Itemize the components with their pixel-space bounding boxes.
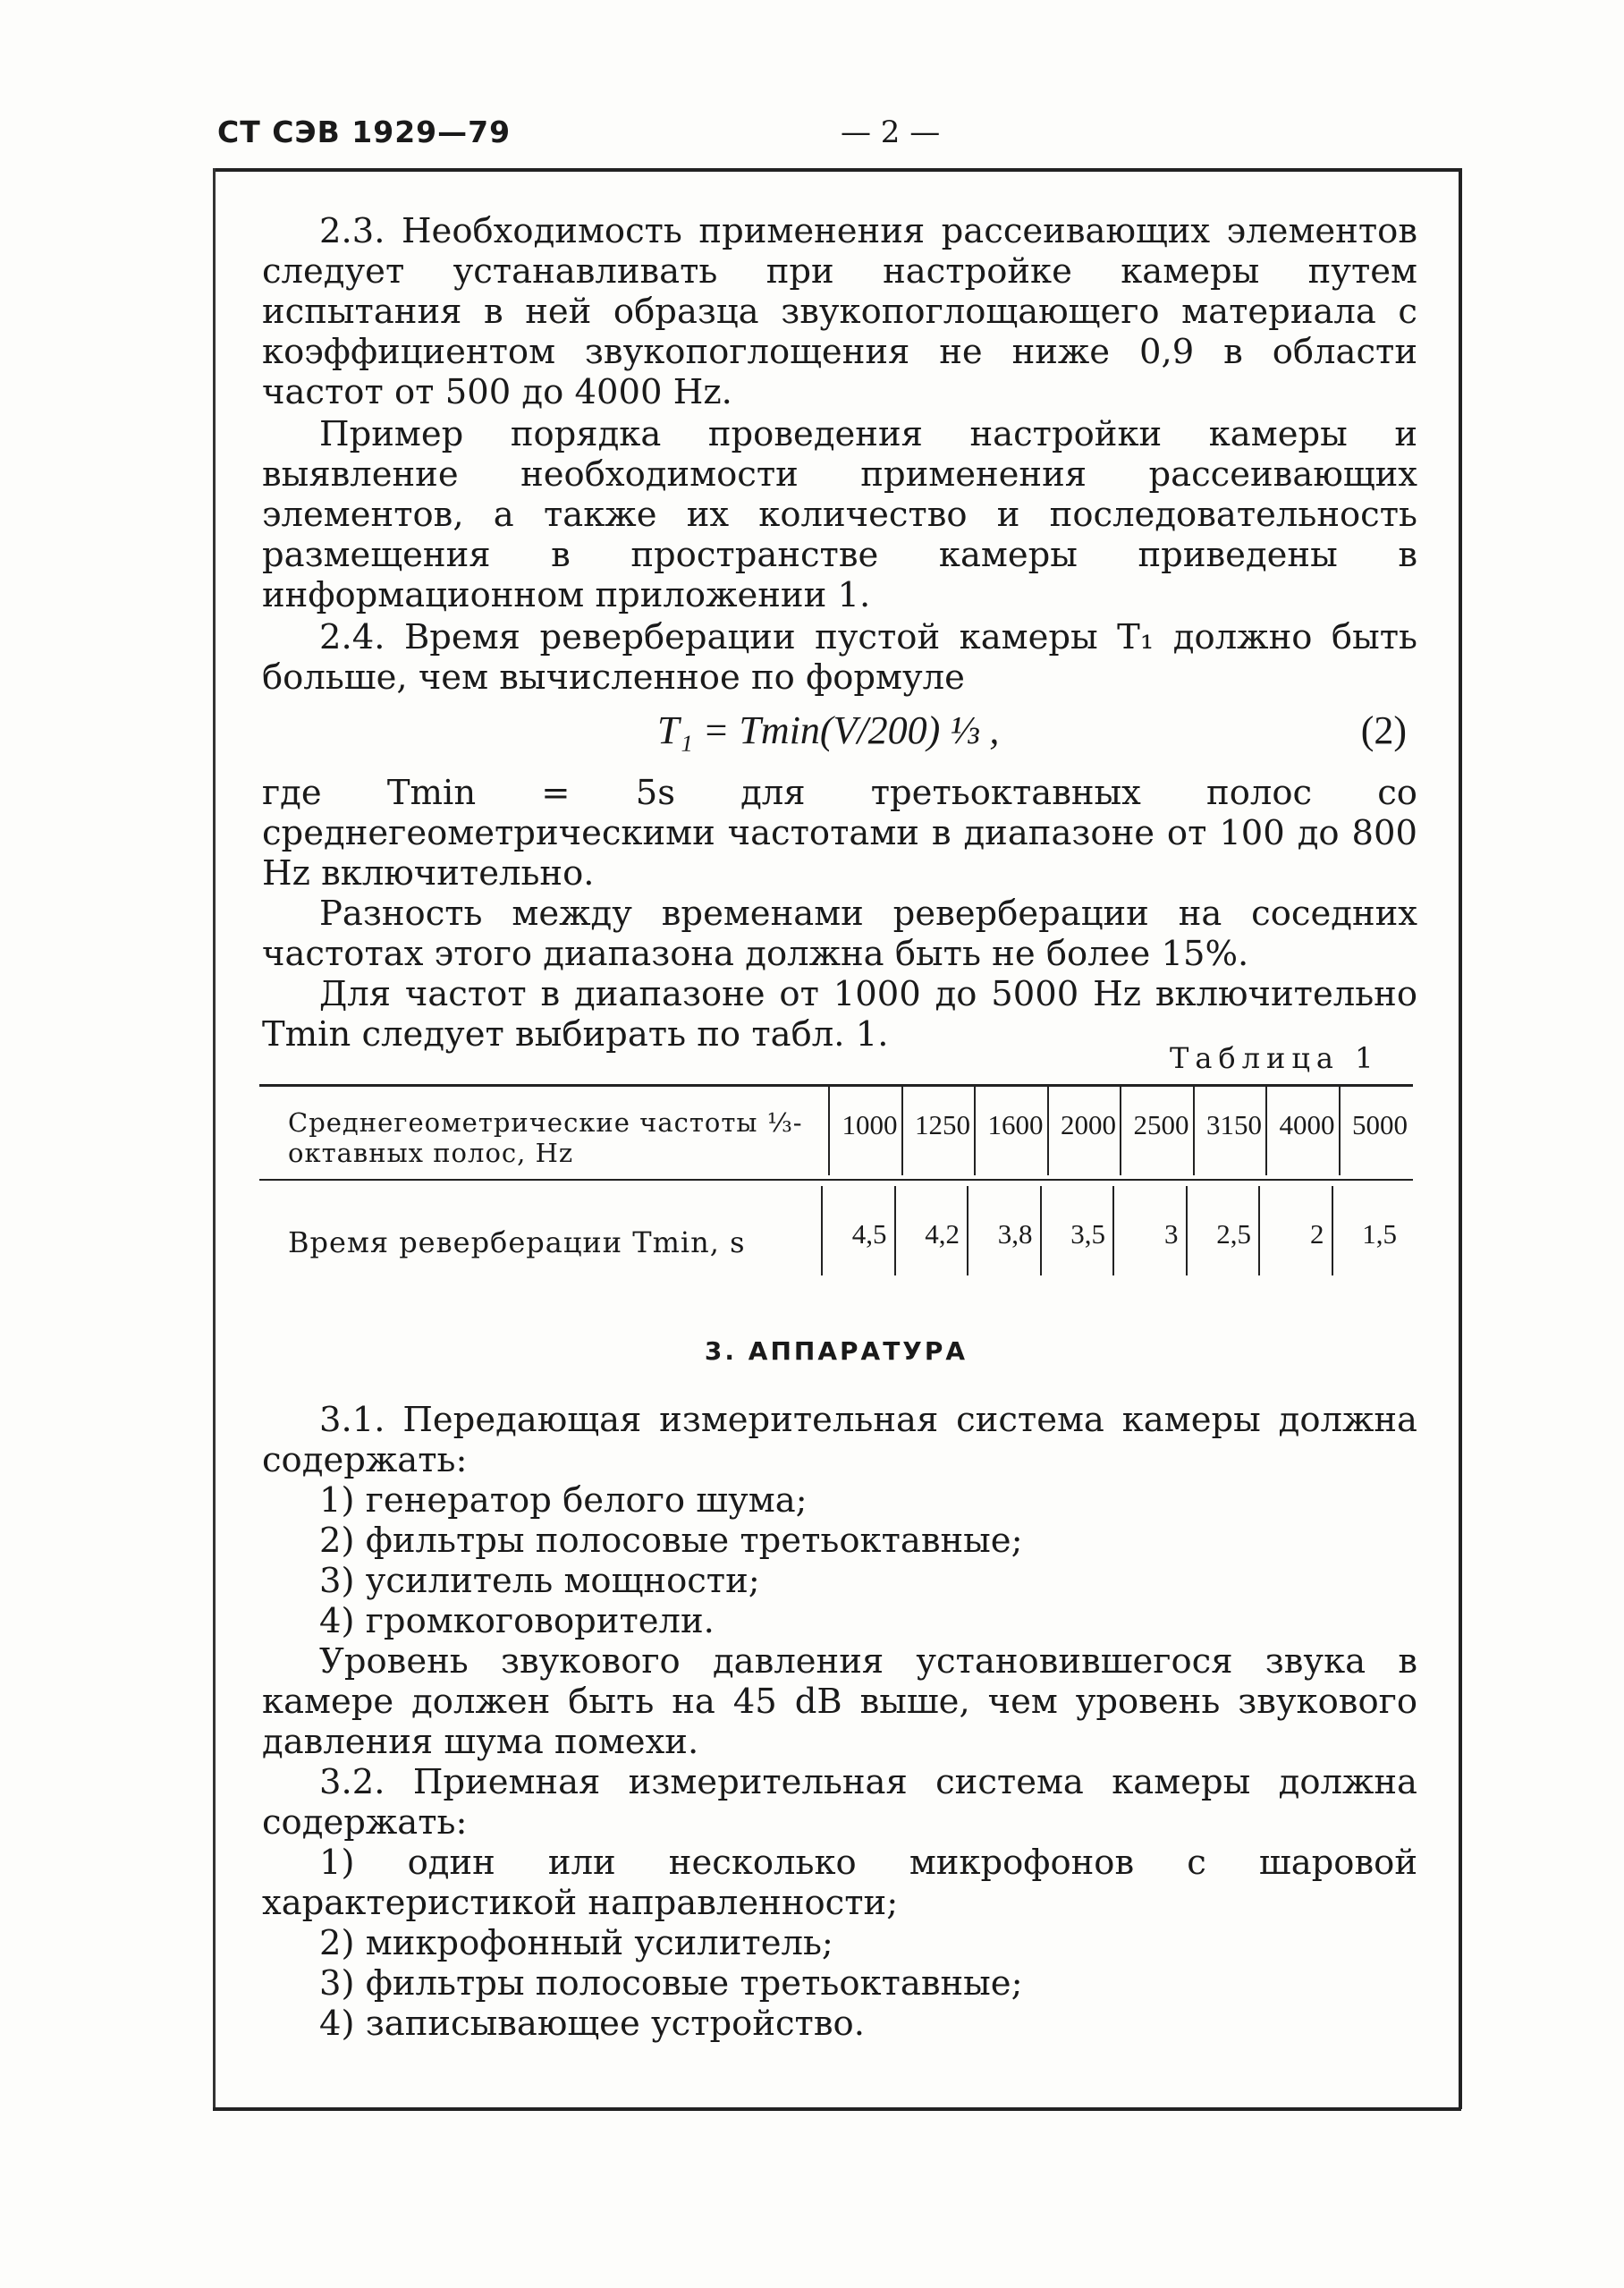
table-time-cell: 3 [1164, 1218, 1179, 1250]
table-frequency-cell: 2500 [1133, 1109, 1189, 1140]
list-item: 2) фильтры полосовые третьоктавные; [319, 1521, 1023, 1561]
text-block-bottom [262, 1400, 1417, 2044]
list-item: 2) микрофонный усилитель; [319, 1923, 833, 1963]
paragraph-level: Уровень звукового давления установившегося звука в камере должен быть на 45 dB выше, чем уровень звукового давления шума помехи. [262, 1641, 1417, 1762]
formula-expression: T₁ = Tmin(V/200) ⅓ , [657, 708, 1000, 752]
list-item: 1) один или несколько микрофонов с шаровой характеристикой направленности; [262, 1843, 1417, 1923]
table-frequency-cell: 1250 [915, 1109, 970, 1140]
standard-code: СТ СЭВ 1929—79 [217, 114, 512, 149]
table-frequency-cell: 4000 [1279, 1109, 1335, 1140]
table-frequency-cell: 1000 [842, 1109, 898, 1140]
list-item: 4) записывающее устройство. [319, 2004, 865, 2044]
table-time-cell: 4,5 [851, 1218, 887, 1250]
paragraph-tmin: где Tmin = 5s для третьоктавных полос со среднегеометрическими частотами в диапазоне от 100 до 800 Hz включительно. [262, 773, 1417, 894]
formula [262, 708, 1417, 766]
table-time-cell: 1,5 [1362, 1218, 1397, 1250]
section-title: 3. АППАРАТУРА [704, 1336, 968, 1366]
paragraph-difference: Разность между временами реверберации на соседних частотах этого диапазона должна быть не более 15%. [262, 894, 1417, 974]
list-item: 1) генератор белого шума; [319, 1480, 808, 1521]
frame-left-rule [213, 168, 216, 2109]
list-item: 3) фильтры полосовые третьоктавные; [319, 1963, 1023, 2004]
table-time-cell: 3,5 [1070, 1218, 1105, 1250]
table-top-rule [259, 1084, 1413, 1087]
page-number: — 2 — [841, 114, 941, 150]
table-time-cell: 3,8 [997, 1218, 1033, 1250]
table-frequency-cell: 3150 [1206, 1109, 1262, 1140]
text-block-top [262, 211, 1417, 1055]
list-item: 3) усилитель мощности; [319, 1561, 760, 1601]
paragraph-2-4: 2.4. Время реверберации пустой камеры T₁ должно быть больше, чем вычисленное по формуле [262, 617, 1417, 698]
table-time-cell: 2,5 [1216, 1218, 1251, 1250]
table-time-cell: 4,2 [925, 1218, 960, 1250]
table-frequency-cell: 1600 [987, 1109, 1044, 1140]
table-row-label: Время реверберации Tmin, s [288, 1225, 746, 1259]
formula-number: (2) [1360, 708, 1407, 752]
table-time-cell: 2 [1310, 1218, 1324, 1250]
list-item: 4) громкоговорители. [319, 1601, 715, 1641]
frame-top-rule [213, 168, 1461, 172]
paragraph-range: Для частот в диапазоне от 1000 до 5000 Hz включительно Tmin следует выбирать по табл. 1. [262, 974, 1417, 1055]
paragraph-2-3: 2.3. Необходимость применения рассеивающих элементов следует устанавливать при настройке камеры путем испытания в ней образца звукопоглощающего материала с коэффициентом звукопоглощения не ниже 0,9 в области частот от 500 до 4000 Hz. [262, 211, 1417, 412]
table-frequency-cell: 2000 [1061, 1109, 1116, 1140]
table-mid-rule [259, 1179, 1413, 1181]
table-header-label: Среднегеометрические частоты ⅓-октавных полос, Hz [288, 1107, 803, 1168]
frame-bottom-rule [213, 2107, 1461, 2111]
paragraph-3-1: 3.1. Передающая измерительная система камеры должна содержать: [262, 1400, 1417, 1480]
paragraph-example: Пример порядка проведения настройки камеры и выявление необходимости применения рассеивающих элементов, а также их количество и последовательность размещения в пространстве камеры приведены в информационном приложении 1. [262, 414, 1417, 615]
table-frequency-cell: 5000 [1352, 1109, 1408, 1140]
frame-right-rule [1459, 168, 1462, 2109]
paragraph-3-2: 3.2. Приемная измерительная система камеры должна содержать: [262, 1762, 1417, 1843]
table-caption: Таблица 1 [1170, 1041, 1380, 1075]
